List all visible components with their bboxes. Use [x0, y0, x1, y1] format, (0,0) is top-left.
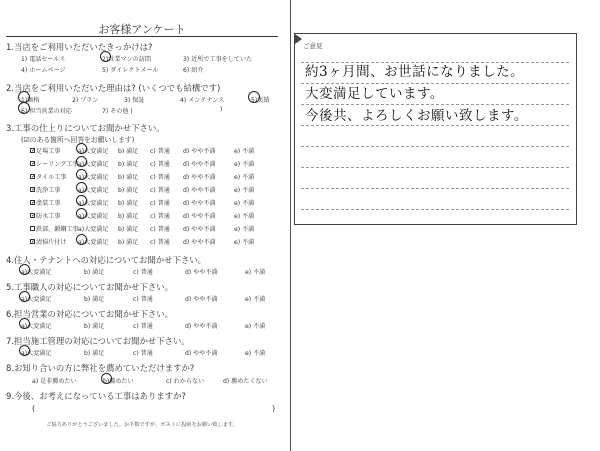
- q1-option-3[interactable]: 3) 近所で工事をしていた: [183, 56, 253, 63]
- q9-open-paren: (: [32, 404, 36, 413]
- q2-option-4[interactable]: 4) メンテナンス: [180, 97, 225, 104]
- comment-text-line-3: 今後共、よろしくお願い致します。: [305, 108, 528, 124]
- q4-option-c[interactable]: c) 普通: [133, 269, 153, 276]
- q6-answer-circle: [19, 318, 30, 329]
- q4-answer-circle: [19, 264, 30, 275]
- q3-row-label: タイル工事: [36, 174, 67, 181]
- q3-row-checkbox[interactable]: ✓: [31, 212, 37, 219]
- q3-scale-b[interactable]: b) 満足: [118, 213, 139, 220]
- title-divider: [6, 36, 278, 37]
- survey-footer: ご協力ありがとうございました。お手数ですが、ポストに投函をお願い致します。: [46, 422, 238, 428]
- q1-answer-circle: [100, 51, 111, 62]
- q3-scale-e[interactable]: e) 不満: [234, 213, 255, 220]
- corner-triangle-icon: [295, 34, 302, 44]
- q3-scale-c[interactable]: c) 普通: [150, 174, 170, 181]
- q3-scale-d[interactable]: d) やや不満: [183, 148, 216, 155]
- q3-row: [0, 237, 284, 248]
- q3-scale-e[interactable]: e) 不満: [234, 187, 255, 194]
- q3-row-checkbox[interactable]: [30, 226, 35, 231]
- comment-label: ご意見: [303, 42, 323, 50]
- q3-scale-e[interactable]: e) 不満: [234, 148, 255, 155]
- q8-option-b[interactable]: b)薦めたい: [103, 378, 134, 385]
- q3-scale-c[interactable]: c) 普通: [150, 161, 170, 168]
- q4-option-d[interactable]: d) やや不満: [185, 269, 218, 276]
- comment-line: [301, 188, 569, 189]
- q3-scale-e[interactable]: e) 不満: [234, 239, 255, 246]
- q7-option-e[interactable]: e) 不満: [245, 350, 266, 357]
- q3-scale-b[interactable]: b) 満足: [118, 239, 139, 246]
- q3-row: [0, 146, 284, 157]
- q5-answer-circle: [19, 291, 30, 302]
- q3-scale-e[interactable]: e) 不満: [234, 174, 255, 181]
- q2-option-6[interactable]: 6) 担当営業の対応: [21, 108, 72, 115]
- q3-row-label: 塗装工事: [36, 200, 61, 207]
- q1-option-2[interactable]: 2)営業マンの訪問: [102, 56, 151, 63]
- q3-scale-c[interactable]: c) 普通: [150, 226, 170, 233]
- q3-scale-c[interactable]: c) 普通: [150, 239, 170, 246]
- q6-option-c[interactable]: c) 普通: [133, 323, 153, 330]
- comment-text-line-1: 約3ヶ月間、お世話になりました。: [305, 64, 525, 80]
- q1-option-5[interactable]: 5) ダイレクトメール: [102, 67, 159, 74]
- q2-option-3[interactable]: 3) 保証: [124, 97, 145, 104]
- q3-scale-e[interactable]: e) 不満: [234, 226, 255, 233]
- comment-line: [301, 209, 569, 210]
- q6-option-a[interactable]: a)大変満足: [21, 323, 52, 330]
- q6-option-e[interactable]: e) 不満: [245, 323, 266, 330]
- q2-option-7[interactable]: 7) その他 (: [102, 108, 133, 115]
- q3-row-label: 防水工事: [36, 213, 61, 220]
- q3-scale-b[interactable]: b) 満足: [118, 187, 139, 194]
- q5-option-a[interactable]: a)大変満足: [21, 296, 52, 303]
- q2-option-5[interactable]: 5)実績: [251, 97, 270, 104]
- q3-row: [0, 172, 284, 183]
- q3-scale-b[interactable]: b) 満足: [118, 148, 139, 155]
- question-4: 4.住人・テナントへの対応についてお聞かせ下さい。: [6, 255, 207, 265]
- q3-row: [0, 159, 284, 170]
- q3-row-label: 清掃片付け: [36, 239, 67, 246]
- q3-scale-a[interactable]: a)大変満足: [78, 239, 109, 246]
- q2-option-1[interactable]: 1)価格: [21, 97, 40, 104]
- question-1: 1.当店をご利用いただいたきっかけは?: [6, 42, 153, 52]
- q5-option-c[interactable]: c) 普通: [133, 296, 153, 303]
- q3-row-checkbox[interactable]: ✓: [31, 160, 37, 167]
- q5-option-b[interactable]: b) 満足: [84, 296, 105, 303]
- q6-options: [0, 321, 284, 332]
- q3-scale-d[interactable]: d) やや不満: [183, 161, 216, 168]
- q9-answer-field[interactable]: [38, 403, 268, 413]
- q7-option-c[interactable]: c) 普通: [133, 350, 153, 357]
- comment-line: [301, 167, 569, 168]
- q8-option-c[interactable]: c) わからない: [166, 378, 205, 385]
- question-3: 3.工事の仕上りについてお聞かせ下さい。: [6, 123, 165, 133]
- q3-row: [0, 211, 284, 222]
- q6-option-d[interactable]: d) やや不満: [185, 323, 218, 330]
- q5-option-e[interactable]: e) 不満: [245, 296, 266, 303]
- q7-answer-circle: [19, 345, 30, 356]
- question-5: 5.工事職人の対応についてお聞かせ下さい。: [6, 282, 173, 292]
- q4-option-b[interactable]: b) 満足: [84, 269, 105, 276]
- q7-option-d[interactable]: d) やや不満: [185, 350, 218, 357]
- question-2: 2.当店をご利用いただいた理由は? (いくつでも結構です): [6, 83, 221, 93]
- q1-option-4[interactable]: 4) ホームページ: [21, 67, 66, 74]
- q3-scale-a[interactable]: a)大変満足: [78, 161, 109, 168]
- q5-option-d[interactable]: d) やや不満: [185, 296, 218, 303]
- q3-row-checkbox[interactable]: ✓: [31, 186, 37, 193]
- q3-scale-d[interactable]: d) やや不満: [183, 213, 216, 220]
- q3-row: [0, 198, 284, 209]
- question-6: 6.担当営業の対応についてお聞かせ下さい。: [6, 309, 173, 319]
- comment-line: [301, 146, 569, 147]
- q3-scale-d[interactable]: d) やや不満: [183, 174, 216, 181]
- q3-row: [0, 185, 284, 196]
- q3-row-checkbox[interactable]: ✓: [31, 238, 37, 245]
- q3-scale-a[interactable]: a)大変満足: [78, 187, 109, 194]
- q4-options: [0, 267, 284, 278]
- q3-scale-d[interactable]: d) やや不満: [183, 200, 216, 207]
- q8-option-a[interactable]: a) 是非薦めたい: [32, 378, 77, 385]
- q3-scale-e[interactable]: e) 不満: [234, 161, 255, 168]
- q3-row-label: シーリング工事: [36, 161, 79, 168]
- question-9: 9.今後、お考えになっている工事はありますか?: [6, 391, 186, 401]
- q3-row-label: 洗浄工事: [36, 187, 61, 194]
- q3-scale-a[interactable]: a)大変満足: [78, 213, 109, 220]
- q3-scale-b[interactable]: b) 満足: [118, 174, 139, 181]
- q3-scale-c[interactable]: c) 普通: [150, 148, 170, 155]
- q3-scale-a[interactable]: a)大変満足: [78, 226, 109, 233]
- q3-scale-b[interactable]: b) 満足: [118, 226, 139, 233]
- q8-options: [0, 376, 284, 387]
- q3-scale-a[interactable]: a)大変満足: [78, 174, 109, 181]
- q4-option-e[interactable]: e) 不満: [245, 269, 266, 276]
- q3-row-label: 足場工事: [36, 148, 61, 155]
- survey-form: [0, 0, 284, 451]
- q6-option-b[interactable]: b) 満足: [84, 323, 105, 330]
- q3-scale-c[interactable]: c) 普通: [150, 187, 170, 194]
- q3-scale-c[interactable]: c) 普通: [150, 200, 170, 207]
- q3-scale-c[interactable]: c) 普通: [150, 213, 170, 220]
- comment-line: [301, 125, 569, 126]
- survey-title: お客様アンケート: [98, 23, 186, 36]
- q2-option-2[interactable]: 2) プラン: [72, 97, 99, 104]
- q7-option-a[interactable]: a)大変満足: [21, 350, 52, 357]
- comment-corner-marker: [295, 34, 305, 44]
- q3-instruction: (☑のある箇所へ回答をお願いします): [21, 136, 135, 144]
- q3-scale-a[interactable]: a)大変満足: [78, 200, 109, 207]
- q3-scale-d[interactable]: d) やや不満: [183, 239, 216, 246]
- q3-row-checkbox[interactable]: ✓: [31, 147, 37, 154]
- q1-option-6[interactable]: 6) 紹介: [183, 67, 204, 74]
- q5-options: [0, 294, 284, 305]
- q4-option-a[interactable]: a)大変満足: [21, 269, 52, 276]
- q8-answer-circle: [101, 373, 112, 384]
- q3-row: [0, 224, 284, 235]
- q2-answer-circle-5: [248, 91, 260, 103]
- page-divider: [290, 0, 291, 451]
- q3-scale-e[interactable]: e) 不満: [234, 200, 255, 207]
- q1-option-1[interactable]: 1) 電話セールス: [21, 56, 66, 63]
- q3-row-checkbox[interactable]: ✓: [31, 199, 37, 206]
- q2-answer-circle-6: [18, 102, 30, 114]
- q8-option-d[interactable]: d) 薦めたくない: [223, 378, 268, 385]
- q9-close-paren: ): [272, 404, 276, 413]
- comment-text-line-2: 大変満足しています。: [305, 86, 444, 102]
- q2-other-close: ): [220, 106, 223, 113]
- q3-scale-b[interactable]: b) 満足: [118, 200, 139, 207]
- comment-panel: [294, 33, 577, 225]
- q7-options: [0, 348, 284, 359]
- q3-scale-d[interactable]: d) やや不満: [183, 226, 216, 233]
- question-7: 7.担当施工管理の対応についてお聞かせ下さい。: [6, 336, 190, 346]
- q3-row-label: 鉄部、鍛鋼工事: [36, 226, 79, 233]
- question-8: 8.お知り合いの方に弊社を薦めていただけますか?: [6, 363, 195, 373]
- q3-scale-d[interactable]: d) やや不満: [183, 187, 216, 194]
- q7-option-b[interactable]: b) 満足: [84, 350, 105, 357]
- q3-row-checkbox[interactable]: ✓: [31, 173, 37, 180]
- q3-scale-b[interactable]: b) 満足: [118, 161, 139, 168]
- q3-scale-a[interactable]: a)大変満足: [78, 148, 109, 155]
